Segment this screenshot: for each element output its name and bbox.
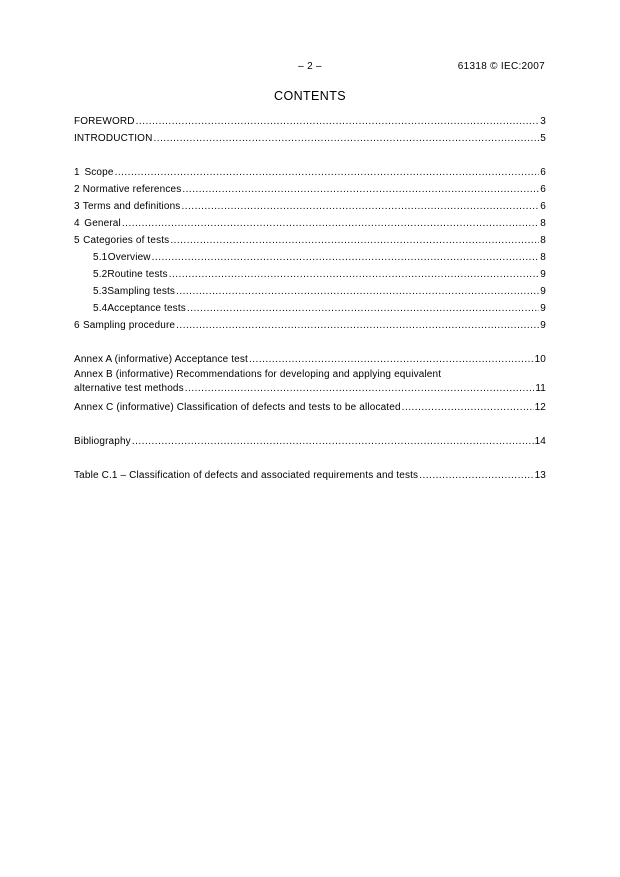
toc-entry-number: 4 [74,218,80,229]
toc-entry-table-c1[interactable] [74,467,546,484]
toc-entry-title: FOREWORD [74,116,135,127]
toc-entry-number: 1 [74,167,80,178]
toc-entry-introduction[interactable] [74,130,546,147]
toc-entry-number: 5.2 [93,269,108,280]
toc-entry-page: 8 [540,235,546,246]
toc-entry-title: Acceptance tests [107,303,186,314]
toc-entry-scope[interactable] [74,164,546,181]
toc-entry-title: INTRODUCTION [74,133,153,144]
toc-entry-title: Overview [107,252,151,263]
dot-leader [181,198,539,215]
dot-leader [132,433,534,450]
table-of-contents [74,113,546,484]
toc-entry-routine-tests[interactable] [74,266,546,283]
toc-entry-page: 9 [540,269,546,280]
toc-entry-page: 5 [540,133,546,144]
toc-entry-title: Annex C (informative) Classification of defects and tests to be allocated [74,402,401,413]
toc-entry-title: Annex A (informative) Acceptance test [74,354,248,365]
dot-leader [419,467,533,484]
toc-entry-bibliography[interactable] [74,433,546,450]
toc-entry-number: 5.1 [93,252,108,263]
toc-entry-terms-and-definitions[interactable] [74,198,546,215]
toc-entry-title: Annex B (informative) Recommendations for developing and applying equivalent [74,369,442,380]
dot-leader [176,317,539,334]
toc-entry-page: 14 [534,436,546,447]
toc-entry-annex-c[interactable] [74,399,546,416]
dot-leader [136,113,540,130]
toc-entry-number: 3 [74,201,80,212]
dot-leader [115,164,540,181]
toc-entry-annex-a[interactable] [74,351,546,368]
toc-entry-page: 8 [540,252,546,263]
toc-entry-normative-references[interactable] [74,181,546,198]
toc-entry-page: 13 [534,470,546,481]
dot-leader [153,130,539,147]
toc-entry-title: Scope [84,167,114,178]
dot-leader [122,215,539,232]
toc-entry-acceptance-tests[interactable] [74,300,546,317]
toc-entry-foreword[interactable] [74,113,546,130]
dot-leader [187,300,539,317]
dot-leader [182,181,539,198]
dot-leader [152,249,540,266]
toc-entry-page: 6 [540,201,546,212]
dot-leader [169,266,540,283]
toc-entry-number: 5.3 [93,286,108,297]
toc-entry-number: 5 [74,235,80,246]
dot-leader [185,382,535,396]
dot-leader [402,399,534,416]
dot-leader [170,232,539,249]
dot-leader [249,351,534,368]
toc-entry-page: 8 [540,218,546,229]
toc-entry-page: 6 [540,167,546,178]
document-id: 61318 © IEC:2007 [457,61,545,72]
page-number: – 2 – [298,61,322,72]
toc-entry-title: Sampling procedure [82,320,176,331]
toc-entry-title: Bibliography [74,436,131,447]
toc-entry-overview[interactable] [74,249,546,266]
toc-entry-page: 9 [540,286,546,297]
toc-entry-title: Routine tests [107,269,168,280]
toc-entry-page: 3 [540,116,546,127]
toc-entry-page: 11 [535,383,546,394]
toc-entry-title: Normative references [82,184,182,195]
toc-entry-page: 6 [540,184,546,195]
toc-entry-page: 9 [540,303,546,314]
toc-entry-number: 2 [74,184,80,195]
toc-entry-page: 12 [534,402,546,413]
toc-entry-sampling-procedure[interactable] [74,317,546,334]
toc-entry-general[interactable] [74,215,546,232]
toc-entry-sampling-tests[interactable] [74,283,546,300]
toc-entry-title: General [84,218,121,229]
toc-entry-title: Sampling tests [107,286,176,297]
toc-entry-number: 6 [74,320,80,331]
dot-leader [176,283,539,300]
toc-entry-number: 5.4 [93,303,108,314]
page-title: CONTENTS [274,89,346,103]
toc-entry-annex-b[interactable] [74,368,546,396]
toc-entry-page: 9 [540,320,546,331]
toc-entry-title-continued: alternative test methods [74,383,184,394]
toc-entry-title: Categories of tests [83,235,170,246]
toc-entry-title: Table C.1 – Classification of defects and associated requirements and tests [74,470,419,481]
toc-entry-categories-of-tests[interactable] [74,232,546,249]
toc-entry-page: 10 [534,354,546,365]
toc-entry-title: Terms and definitions [82,201,181,212]
